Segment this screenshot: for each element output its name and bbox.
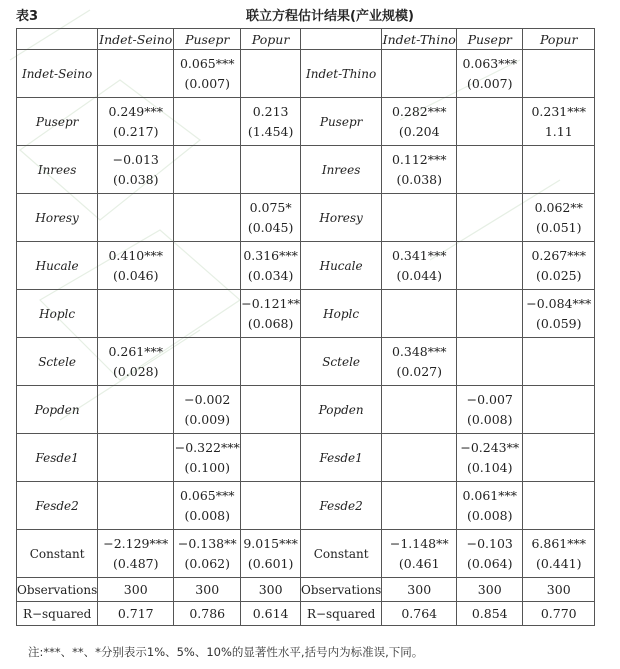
coefficient-cell bbox=[382, 242, 457, 290]
coefficient-cell bbox=[241, 338, 301, 386]
stat-value: 0.717 bbox=[98, 602, 174, 626]
table-note: 注:***、**、*分别表示1%、5%、10%的显著性水平,括号内为标准误,下同。 bbox=[28, 645, 424, 659]
stat-value: 300 bbox=[241, 578, 301, 602]
coefficient-value: −0.007 bbox=[466, 391, 513, 407]
coefficient-cell bbox=[523, 290, 595, 338]
coefficient-value: 0.231*** bbox=[531, 103, 586, 119]
row-variable-label: Hoplc bbox=[301, 290, 382, 338]
standard-error-value: (0.038) bbox=[112, 171, 159, 187]
row-variable-label: Indet-Seino bbox=[17, 50, 98, 98]
coefficient-cell bbox=[241, 194, 301, 242]
standard-error-value: (0.062) bbox=[184, 555, 230, 571]
row-variable-label: Sctele bbox=[17, 338, 98, 386]
coefficient-cell bbox=[523, 386, 595, 434]
coefficient-cell bbox=[98, 50, 174, 98]
row-variable-label: Pusepr bbox=[301, 98, 382, 146]
row-variable-label: Fesde1 bbox=[301, 434, 382, 482]
standard-error-value: (0.038) bbox=[396, 171, 442, 187]
coefficient-value: 0.348*** bbox=[391, 343, 447, 359]
standard-error-value: (0.487) bbox=[112, 555, 159, 571]
column-header: Pusepr bbox=[457, 29, 523, 50]
row-variable-label: Fesde2 bbox=[17, 482, 98, 530]
stat-value: 300 bbox=[174, 578, 241, 602]
coefficient-cell bbox=[98, 338, 174, 386]
coefficient-value: 0.267*** bbox=[531, 247, 586, 263]
standard-error-value: (0.064) bbox=[466, 555, 513, 571]
coefficient-value: 0.065*** bbox=[179, 487, 235, 503]
coefficient-value: 0.261*** bbox=[108, 343, 163, 359]
column-header: Indet-Thino bbox=[382, 29, 457, 50]
table-header bbox=[8, 2, 612, 28]
table-number: 表3 bbox=[16, 9, 39, 24]
row-variable-label: Inrees bbox=[17, 146, 98, 194]
row-variable-label: Sctele bbox=[301, 338, 382, 386]
standard-error-value: (0.217) bbox=[112, 123, 159, 139]
standard-error-value: (0.441) bbox=[535, 555, 582, 571]
stat-value: 0.786 bbox=[174, 602, 241, 626]
coefficient-cell bbox=[457, 434, 523, 482]
coefficient-cell bbox=[174, 434, 241, 482]
coefficient-cell bbox=[174, 146, 241, 194]
stat-value: 0.770 bbox=[523, 602, 595, 626]
coefficient-value: 0.249*** bbox=[108, 103, 163, 119]
results-table bbox=[16, 28, 595, 626]
coefficient-cell bbox=[457, 386, 523, 434]
row-variable-label: Hucale bbox=[17, 242, 98, 290]
coefficient-value: 0.282*** bbox=[391, 103, 447, 119]
stat-value: 0.614 bbox=[241, 602, 301, 626]
stat-value: 0.764 bbox=[382, 602, 457, 626]
coefficient-value: 6.861*** bbox=[531, 535, 586, 551]
column-header: Pusepr bbox=[174, 29, 241, 50]
coefficient-value: −0.243** bbox=[460, 439, 520, 455]
coefficient-cell bbox=[523, 434, 595, 482]
stat-label: Observations bbox=[301, 578, 382, 602]
coefficient-cell bbox=[174, 338, 241, 386]
coefficient-cell bbox=[241, 50, 301, 98]
coefficient-cell bbox=[382, 434, 457, 482]
row-variable-label: Horesy bbox=[17, 194, 98, 242]
coefficient-cell bbox=[457, 290, 523, 338]
coefficient-cell bbox=[457, 482, 523, 530]
table-row bbox=[17, 242, 595, 290]
coefficient-cell bbox=[241, 242, 301, 290]
standard-error-value: (0.204 bbox=[398, 123, 440, 139]
coefficient-cell bbox=[98, 482, 174, 530]
coefficient-cell bbox=[174, 50, 241, 98]
row-variable-label: Fesde2 bbox=[301, 482, 382, 530]
coefficient-value: 0.063*** bbox=[462, 55, 517, 71]
standard-error-value: (0.068) bbox=[247, 315, 294, 331]
coefficient-cell bbox=[523, 98, 595, 146]
coefficient-cell bbox=[457, 50, 523, 98]
standard-error-value: (0.028) bbox=[112, 363, 159, 379]
coefficient-cell bbox=[174, 98, 241, 146]
coefficient-cell bbox=[241, 434, 301, 482]
table-row bbox=[17, 386, 595, 434]
column-header-row bbox=[17, 29, 595, 50]
coefficient-cell bbox=[98, 146, 174, 194]
table-row bbox=[17, 146, 595, 194]
standard-error-value: (0.601) bbox=[247, 555, 294, 571]
coefficient-cell bbox=[523, 50, 595, 98]
standard-error-value: (0.027) bbox=[396, 363, 442, 379]
table-row bbox=[17, 194, 595, 242]
row-variable-label: Popden bbox=[301, 386, 382, 434]
coefficient-cell bbox=[241, 482, 301, 530]
standard-error-value: (0.008) bbox=[184, 507, 230, 523]
stat-label: Observations bbox=[17, 578, 98, 602]
coefficient-cell bbox=[174, 386, 241, 434]
standard-error-value: (0.045) bbox=[247, 219, 294, 235]
coefficient-value: −0.013 bbox=[112, 151, 159, 167]
standard-error-value: 1.11 bbox=[544, 123, 573, 139]
standard-error-value: (0.007) bbox=[466, 75, 513, 91]
coefficient-cell bbox=[457, 98, 523, 146]
standard-error-value: (0.051) bbox=[535, 219, 582, 235]
coefficient-value: 0.316*** bbox=[243, 247, 298, 263]
standard-error-value: (0.104) bbox=[466, 459, 513, 475]
coefficient-cell bbox=[98, 386, 174, 434]
coefficient-value: 9.015*** bbox=[243, 535, 298, 551]
table-row bbox=[17, 434, 595, 482]
coefficient-cell bbox=[382, 290, 457, 338]
coefficient-cell bbox=[174, 290, 241, 338]
row-variable-label: Popden bbox=[17, 386, 98, 434]
coefficient-value: −1.148** bbox=[389, 535, 449, 551]
coefficient-cell bbox=[382, 50, 457, 98]
coefficient-cell bbox=[98, 434, 174, 482]
coefficient-value: −0.121** bbox=[241, 295, 300, 311]
standard-error-value: (0.007) bbox=[184, 75, 230, 91]
coefficient-value: 0.061*** bbox=[462, 487, 517, 503]
row-variable-label: Constant bbox=[301, 530, 382, 578]
standard-error-value: (0.034) bbox=[247, 267, 294, 283]
table-row bbox=[17, 50, 595, 98]
coefficient-cell bbox=[382, 98, 457, 146]
coefficient-value: −0.103 bbox=[466, 535, 513, 551]
standard-error-value: (0.044) bbox=[396, 267, 442, 283]
coefficient-cell bbox=[241, 386, 301, 434]
coefficient-value: −0.138** bbox=[177, 535, 237, 551]
row-variable-label: Fesde1 bbox=[17, 434, 98, 482]
coefficient-cell bbox=[98, 290, 174, 338]
coefficient-cell bbox=[174, 194, 241, 242]
standard-error-value: (0.008) bbox=[466, 411, 513, 427]
column-header: Indet-Seino bbox=[98, 29, 174, 50]
table-row bbox=[17, 338, 595, 386]
row-variable-label: Inrees bbox=[301, 146, 382, 194]
coefficient-cell bbox=[523, 146, 595, 194]
coefficient-cell bbox=[457, 194, 523, 242]
coefficient-value: −2.129*** bbox=[103, 535, 169, 551]
coefficient-cell bbox=[174, 482, 241, 530]
stat-value: 0.854 bbox=[457, 602, 523, 626]
r-squared-row bbox=[17, 602, 595, 626]
row-variable-label: Hoplc bbox=[17, 290, 98, 338]
coefficient-cell bbox=[523, 242, 595, 290]
coefficient-cell bbox=[98, 194, 174, 242]
stat-value: 300 bbox=[523, 578, 595, 602]
coefficient-cell bbox=[241, 98, 301, 146]
coefficient-cell bbox=[457, 146, 523, 194]
coefficient-cell bbox=[98, 530, 174, 578]
coefficient-cell bbox=[174, 242, 241, 290]
coefficient-value: 0.065*** bbox=[179, 55, 235, 71]
column-header: Popur bbox=[523, 29, 595, 50]
stat-value: 300 bbox=[98, 578, 174, 602]
stat-label: R−squared bbox=[301, 602, 382, 626]
standard-error-value: (0.059) bbox=[535, 315, 582, 331]
coefficient-cell bbox=[523, 530, 595, 578]
table-row bbox=[17, 290, 595, 338]
coefficient-value: 0.112*** bbox=[391, 151, 447, 167]
coefficient-cell bbox=[457, 242, 523, 290]
coefficient-cell bbox=[98, 98, 174, 146]
observations-row bbox=[17, 578, 595, 602]
coefficient-cell bbox=[523, 482, 595, 530]
standard-error-value: (0.008) bbox=[466, 507, 513, 523]
coefficient-cell bbox=[241, 530, 301, 578]
coefficient-cell bbox=[174, 530, 241, 578]
column-header-right-var bbox=[301, 29, 382, 50]
standard-error-value: (0.025) bbox=[535, 267, 582, 283]
coefficient-value: 0.341*** bbox=[391, 247, 447, 263]
coefficient-value: −0.002 bbox=[184, 391, 231, 407]
standard-error-value: (0.100) bbox=[184, 459, 230, 475]
column-header-left-var bbox=[17, 29, 98, 50]
coefficient-cell bbox=[457, 530, 523, 578]
column-header: Popur bbox=[241, 29, 301, 50]
coefficient-value: 0.062** bbox=[534, 199, 583, 215]
row-variable-label: Horesy bbox=[301, 194, 382, 242]
coefficient-cell bbox=[382, 338, 457, 386]
coefficient-cell bbox=[523, 194, 595, 242]
stat-label: R−squared bbox=[17, 602, 98, 626]
coefficient-value: 0.410*** bbox=[108, 247, 163, 263]
coefficient-cell bbox=[382, 530, 457, 578]
coefficient-value: −0.084*** bbox=[526, 295, 592, 311]
coefficient-cell bbox=[241, 290, 301, 338]
standard-error-value: (0.461 bbox=[398, 555, 440, 571]
coefficient-value: −0.322*** bbox=[174, 439, 240, 455]
row-variable-label: Constant bbox=[17, 530, 98, 578]
coefficient-value: 0.075* bbox=[249, 199, 292, 215]
coefficient-cell bbox=[382, 194, 457, 242]
stat-value: 300 bbox=[382, 578, 457, 602]
row-variable-label: Pusepr bbox=[17, 98, 98, 146]
standard-error-value: (0.046) bbox=[112, 267, 159, 283]
coefficient-cell bbox=[382, 482, 457, 530]
coefficient-cell bbox=[382, 386, 457, 434]
stat-value: 300 bbox=[457, 578, 523, 602]
coefficient-cell bbox=[457, 338, 523, 386]
row-variable-label: Hucale bbox=[301, 242, 382, 290]
coefficient-cell bbox=[98, 242, 174, 290]
row-variable-label: Indet-Thino bbox=[301, 50, 382, 98]
table-row bbox=[17, 482, 595, 530]
coefficient-cell bbox=[523, 338, 595, 386]
standard-error-value: (0.009) bbox=[184, 411, 230, 427]
coefficient-value: 0.213 bbox=[252, 103, 289, 119]
table-title: 联立方程估计结果(产业规模) bbox=[246, 9, 414, 24]
coefficient-cell bbox=[241, 146, 301, 194]
standard-error-value: (1.454) bbox=[247, 123, 294, 139]
table-row bbox=[17, 530, 595, 578]
coefficient-cell bbox=[382, 146, 457, 194]
table-row bbox=[17, 98, 595, 146]
